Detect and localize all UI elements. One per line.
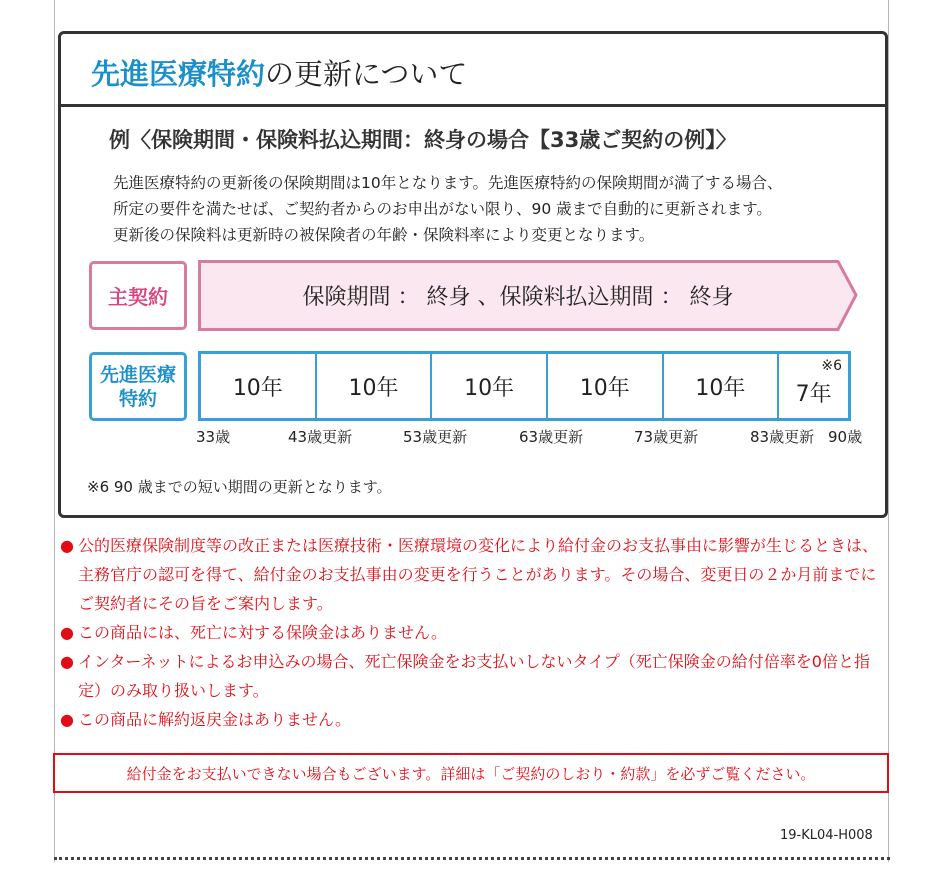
description xyxy=(113,170,873,248)
age-label: 53歳更新 xyxy=(403,428,468,446)
final-renewal-segment xyxy=(779,354,848,418)
note-text: この商品に解約返戻金はありません。 xyxy=(78,710,351,729)
renewal-segment: 10年 xyxy=(201,354,317,418)
age-label: 83歳更新 xyxy=(750,428,815,446)
bullet: ● xyxy=(60,623,74,642)
note-item xyxy=(60,618,886,647)
document-code: 19-KL04-H008 xyxy=(780,828,873,843)
example-heading: 例〈保険期間・保険料払込期間：終身の場合【33歳ご契約の例】〉 xyxy=(109,128,737,152)
rider-label-line: 先進医療 xyxy=(99,363,176,386)
renewal-segment: 10年 xyxy=(664,354,780,418)
age-label: 43歳更新 xyxy=(288,428,353,446)
dotted-divider xyxy=(54,857,890,860)
segment-note-mark: ※6 xyxy=(821,358,842,374)
age-label: 73歳更新 xyxy=(634,428,699,446)
description-line: 更新後の保険料は更新時の被保険者の年齢・保険料率により変更となります。 xyxy=(113,226,655,244)
rider-renewal-box xyxy=(58,31,888,518)
main-contract-label: 主契約 xyxy=(89,261,187,330)
renewal-segment: 10年 xyxy=(317,354,433,418)
final-segment-value: 7年 xyxy=(795,381,832,407)
main-contract-text: 保険期間 ： 終身 、保険料払込期間 ： 終身 xyxy=(302,284,734,310)
bullet: ● xyxy=(60,652,74,671)
bullet: ● xyxy=(60,536,74,555)
footnote: ※6 90 歳までの短い期間の更新となります。 xyxy=(87,478,392,496)
description-line: 先進医療特約の更新後の保険期間は10年となります。先進医療特約の保険期間が満了する場合、 xyxy=(113,174,783,192)
renewal-segment: 10年 xyxy=(432,354,548,418)
right-margin-line xyxy=(888,0,889,862)
left-margin-line xyxy=(54,0,55,862)
age-label: 33歳 xyxy=(196,428,231,446)
note-item xyxy=(60,705,886,734)
description-line: 所定の要件を満たせば、ご契約者からのお申出がない限り、90 歳まで自動的に更新されます。 xyxy=(113,200,772,218)
notes-list xyxy=(60,531,886,734)
note-item xyxy=(60,647,886,705)
warning-box: 給付金をお支払いできない場合もございます。詳細は「ご契約のしおり・約款」を必ずご覧ください。 xyxy=(53,753,889,793)
note-text: 公的医療保険制度等の改正または医療技術・医療環境の変化により給付金のお支払事由に影響が生じるときは、主務官庁の認可を得て、給付金のお支払事由の変更を行うことがあります。その場合、変更日の２か月前までにご契約者にその旨をご案内します。 xyxy=(78,536,879,613)
box-title-rest: の更新について xyxy=(265,57,468,91)
age-label: 63歳更新 xyxy=(519,428,584,446)
box-title xyxy=(91,52,467,93)
rider-label xyxy=(89,352,187,421)
renewal-segments xyxy=(198,351,851,421)
age-label: 90歳 xyxy=(828,428,863,446)
bullet: ● xyxy=(60,710,74,729)
rider-label-line: 特約 xyxy=(118,387,157,410)
renewal-segment: 10年 xyxy=(548,354,664,418)
age-labels xyxy=(61,426,885,448)
note-text: インターネットによるお申込みの場合、死亡保険金をお支払いしないタイプ（死亡保険金の給付倍率を0倍と指定）のみ取り扱いします。 xyxy=(78,652,870,700)
note-text: この商品には、死亡に対する保険金はありません。 xyxy=(78,623,447,642)
note-item xyxy=(60,531,886,618)
box-header xyxy=(61,34,885,107)
box-title-highlight: 先進医療特約 xyxy=(91,57,266,91)
